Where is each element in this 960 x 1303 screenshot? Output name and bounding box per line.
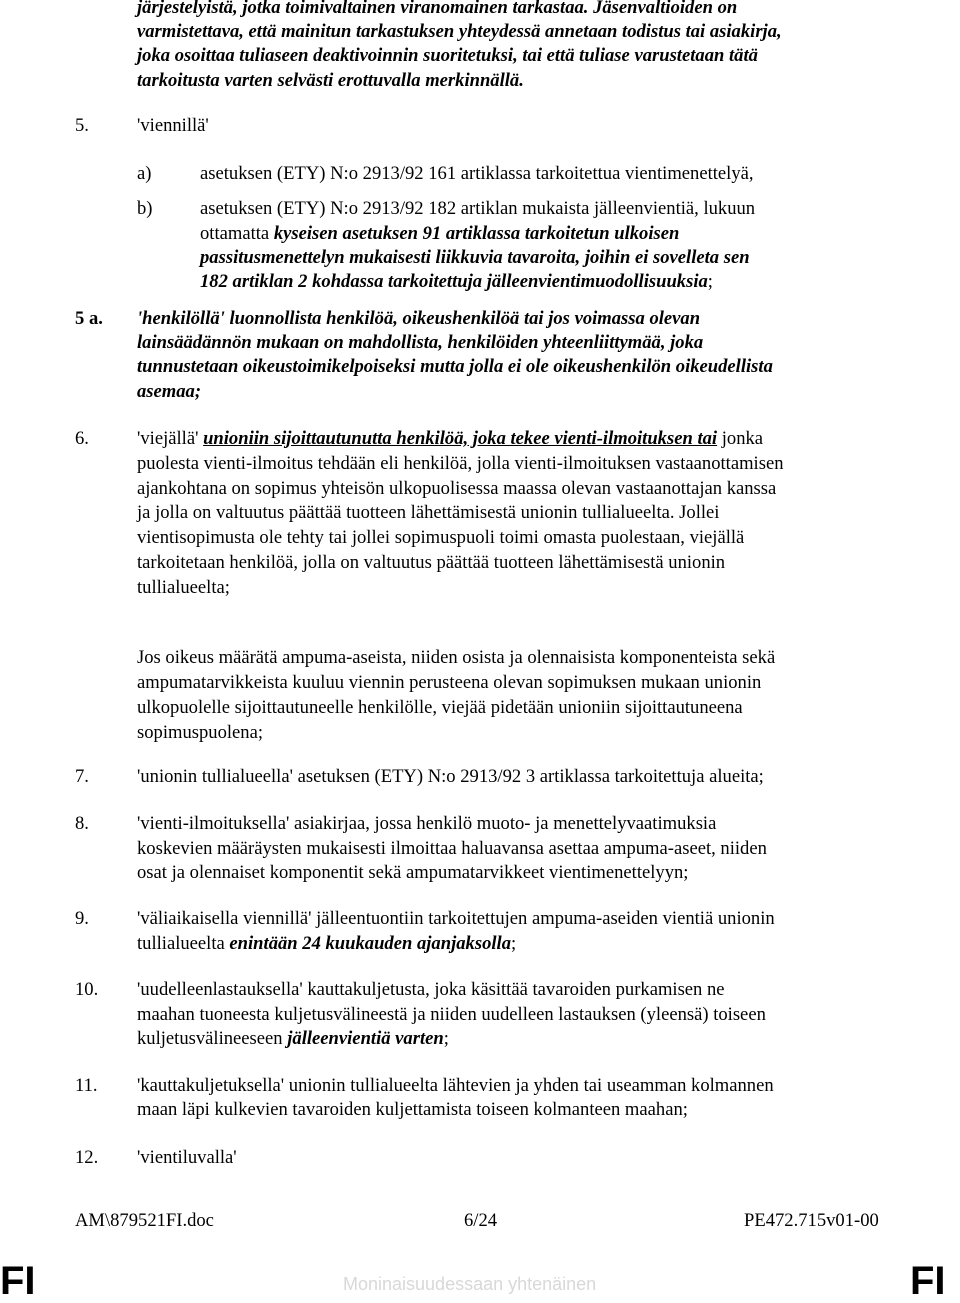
text-line: 'henkilöllä' luonnollista henkilöä, oikeushenkilöä tai jos voimassa olevan [137,308,701,329]
text-line: 'väliaikaisella viennillä' jälleentuontiin tarkoitettujen ampuma-aseiden vientiä unionin [137,908,775,929]
sub-text [200,270,713,294]
item-number: 12. [75,1147,99,1168]
text-line: 'unionin tullialueella' asetuksen (ETY) N:o 2913/92 3 artiklassa tarkoitettuja alueita; [137,766,764,787]
item-number: 8. [75,813,89,834]
text-line: puolesta vienti-ilmoitus tehdään eli henkilöä, jolla vienti-ilmoituksen vastaanottamisen [137,453,784,474]
plain-text: 'viejällä' [137,428,204,449]
language-code-right: FI [910,1259,946,1303]
plain-text: ; [511,933,517,954]
plain-text: tullialueelta [137,933,230,954]
text-line: tarkoitusta varten selvästi erottuvalla merkinnällä. [137,70,524,91]
text-line [137,1027,449,1051]
text-line: vientisopimusta ole tehty tai jollei sopimuspuoli toimi omasta puolestaan, viejällä [137,527,745,548]
item-number: 6. [75,428,89,449]
text-line: osat ja olennaiset komponentit sekä ampumatarvikkeet vientimenettelyyn; [137,862,689,883]
doc-reference: AM\879521FI.doc [75,1210,214,1231]
item-number: 5 a. [75,308,103,329]
text-line: 'uudelleenlastauksella' kauttakuljetusta, joka käsittää tavaroiden purkamisen ne [137,979,725,1000]
sub-text: asetuksen (ETY) N:o 2913/92 182 artiklan mukaista jälleenvientiä, lukuun [200,198,756,219]
text-line: ajankohtana on sopimus yhteisön ulkopuolisessa maassa olevan vastaanottajan kanssa [137,478,777,499]
text-line: sopimuspuolena; [137,722,264,743]
text-line: varmistettava, että mainitun tarkastuksen yhteydessä annetaan todistus tai asiakirja, [137,21,782,42]
language-code-left: FI [0,1259,36,1303]
text-line: asemaa; [137,381,202,402]
motto-watermark: Moninaisuudessaan yhtenäinen [343,1274,597,1294]
amended-text: jälleenvientiä varten [287,1028,444,1049]
item-number: 10. [75,979,99,1000]
item-term: 'viennillä' [137,115,209,136]
pe-reference: PE472.715v01-00 [744,1210,879,1231]
item-number: 7. [75,766,89,787]
sub-label: a) [137,163,152,184]
text-line: ulkopuolelle sijoittautuneelle henkilölle, viejää pidetään unioniin sijoittautuneena [137,697,743,718]
item-number: 11. [75,1075,98,1096]
text-line: 'vienti-ilmoituksella' asiakirjaa, jossa henkilö muoto- ja menettelyvaatimuksia [137,813,717,834]
text-line: tarkoitetaan henkilöä, jolla on valtuutus päättää tuotteen lähettämisestä unionin [137,552,726,573]
text-line: tunnustetaan oikeustoimikelpoiseksi mutta jolla ei ole oikeushenkilön oikeudellista [137,356,773,377]
text-line: Jos oikeus määrätä ampuma-aseista, niiden osista ja olennaisista komponenteista sekä [137,647,776,668]
sub-text: asetuksen (ETY) N:o 2913/92 161 artiklassa tarkoitettua vientimenettelyä, [200,163,754,184]
text-line: 'kauttakuljetuksella' unionin tullialueelta lähtevien ja yhden tai useamman kolmannen [137,1075,774,1096]
amended-text: kyseisen asetuksen 91 artiklassa tarkoitetun ulkoisen [273,223,680,244]
text-line [137,427,763,451]
plain-text: ; [707,271,713,292]
text-line: koskevien määräysten mukaisesti ilmoittaa haluavansa asettaa ampuma-aseet, niiden [137,838,767,859]
amended-text: 182 artiklan 2 kohdassa tarkoitettuja jälleenvientimuodollisuuksia [200,271,708,292]
text-line: 'vientiluvalla' [137,1147,237,1168]
text-line: ja jolla on valtuutus päättää tuotteen lähettämisestä unionin tullialueelta. Jollei [137,502,720,523]
text-line: ampumatarvikkeista kuuluu viennin perusteena olevan sopimuksen mukaan unionin [137,672,762,693]
text-line: joka osoittaa tuliaseen deaktivoinnin suoritetuksi, tai että tuliase varustetaan tätä [137,45,758,66]
text-line: lainsäädännön mukaan on mahdollista, henkilöiden yhteenliittymää, joka [137,332,704,353]
text-line: maan läpi kulkevien tavaroiden kuljettamista toiseen kolmanteen maahan; [137,1099,688,1120]
text-line: järjestelyistä, jotka toimivaltainen viranomainen tarkastaa. Jäsenvaltioiden on [137,0,738,18]
text-line: tullialueelta; [137,577,230,598]
plain-text: kuljetusvälineeseen [137,1028,288,1049]
amended-text: enintään 24 kuukauden ajanjaksolla [229,933,511,954]
plain-text: ; [443,1028,449,1049]
text-line [137,932,516,956]
sub-text: passitusmenettelyn mukaisesti liikkuvia tavaroita, joihin ei sovelleta sen [200,247,750,268]
plain-text: ottamatta [200,223,274,244]
amended-text: unioniin sijoittautunutta henkilöä, joka tekee vienti-ilmoituksen tai [203,428,718,449]
plain-text: jonka [717,428,764,449]
sub-label: b) [137,198,153,219]
item-number: 5. [75,115,89,136]
text-line: maahan tuoneesta kuljetusvälineestä ja niiden uudelleen lastauksen (yleensä) toiseen [137,1004,766,1025]
sub-text [200,222,679,246]
item-number: 9. [75,908,89,929]
page-number: 6/24 [464,1210,498,1231]
